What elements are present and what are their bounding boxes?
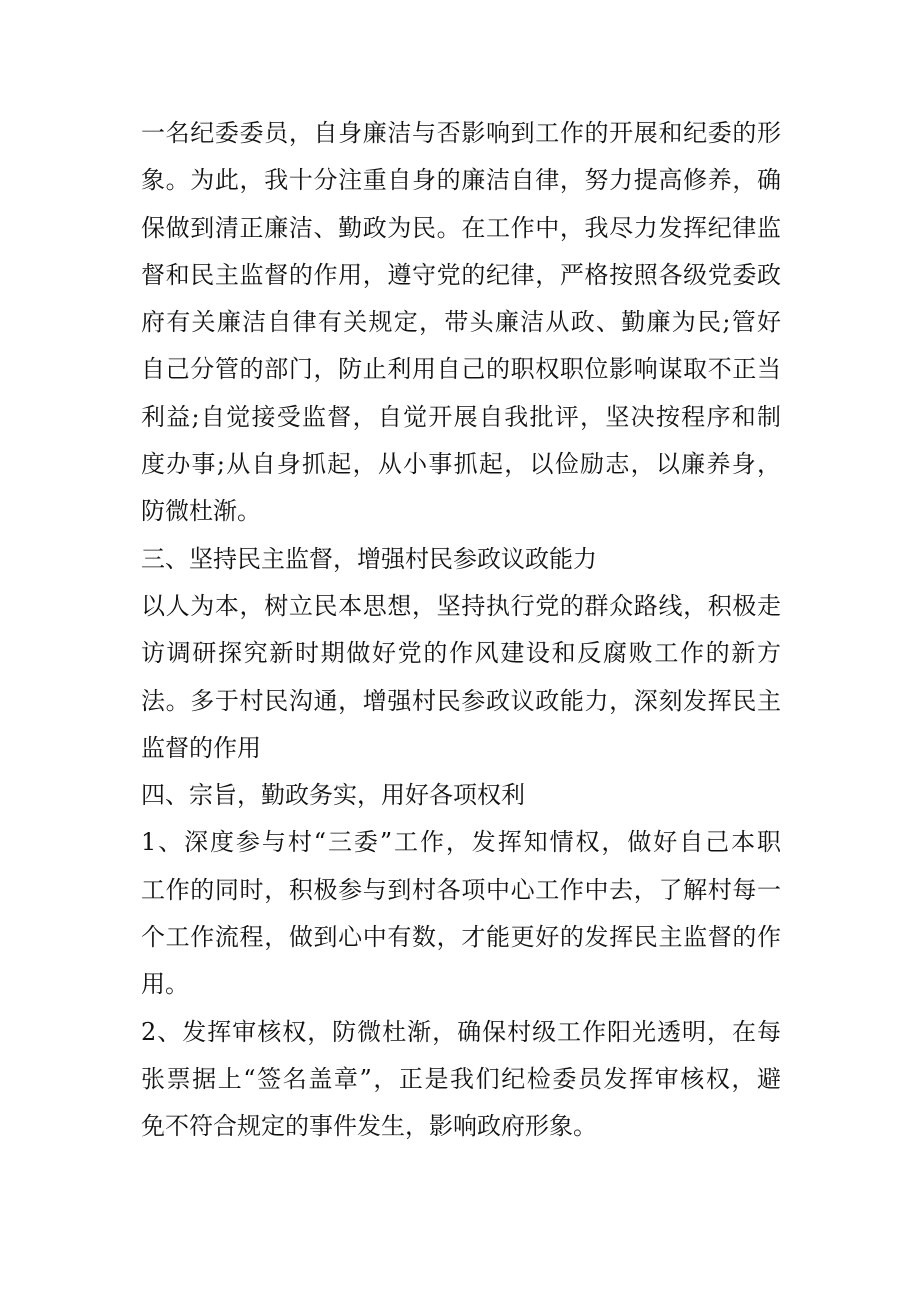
text-line: 以人为本，树立民本思想，坚持执行党的群众路线，积极走 (141, 591, 781, 620)
text-line: 张票据上“签名盖章”，正是我们纪检委员发挥审核权，避 (141, 1064, 781, 1093)
text-line: 监督的作用 (141, 733, 261, 762)
text-line: 1、深度参与村“三委”工作，发挥知情权，做好自己本职 (141, 828, 781, 857)
text-line: 法。多于村民沟通，增强村民参政议政能力，深刻发挥民主 (141, 686, 781, 715)
text-line: 防微杜渐。 (141, 497, 261, 526)
section-heading: 三、坚持民主监督，增强村民参政议政能力 (141, 544, 597, 573)
text-line: 象。为此，我十分注重自身的廉洁自律，努力提高修养，确 (141, 166, 781, 195)
text-line: 访调研探究新时期做好党的作风建设和反腐败工作的新方 (141, 639, 781, 668)
text-line: 利益;自觉接受监督，自觉开展自我批评，坚决按程序和制 (141, 402, 781, 431)
text-line: 保做到清正廉洁、勤政为民。在工作中，我尽力发挥纪律监 (141, 213, 781, 242)
text-line: 一名纪委委员，自身廉洁与否影响到工作的开展和纪委的形 (141, 119, 781, 147)
text-line: 2、发挥审核权，防微杜渐，确保村级工作阳光透明，在每 (141, 1017, 781, 1046)
text-line: 工作的同时，积极参与到村各项中心工作中去，了解村每一 (141, 875, 781, 904)
section-heading: 四、宗旨，勤政务实，用好各项权利 (141, 781, 525, 810)
text-line: 免不符合规定的事件发生，影响政府形象。 (141, 1112, 597, 1141)
text-line: 府有关廉洁自律有关规定，带头廉洁从政、勤廉为民;管好 (141, 308, 781, 337)
document-body (141, 110, 781, 1151)
text-line: 督和民主监督的作用，遵守党的纪律，严格按照各级党委政 (141, 260, 781, 289)
text-line: 个工作流程，做到心中有数，才能更好的发挥民主监督的作 (141, 923, 781, 952)
text-line: 用。 (141, 970, 189, 999)
text-line: 度办事;从自身抓起，从小事抓起，以俭励志，以廉养身， (141, 450, 781, 479)
text-line: 自己分管的部门，防止利用自己的职权职位影响谋取不正当 (141, 355, 781, 384)
